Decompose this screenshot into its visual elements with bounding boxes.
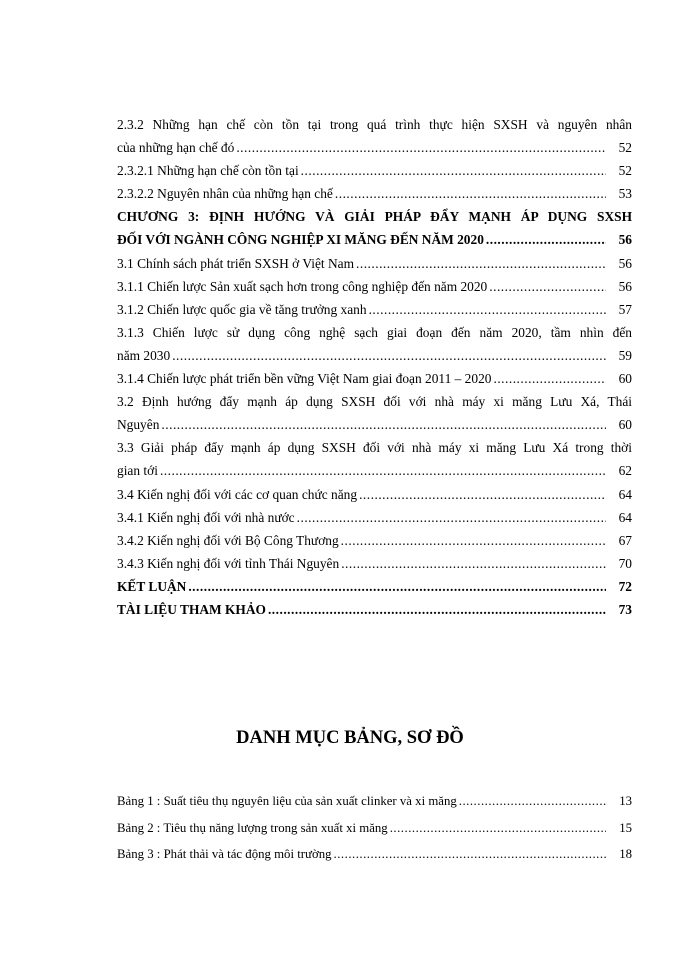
toc-entry-2-3-2-1[interactable]: [117, 159, 632, 182]
dot-leader: [297, 506, 606, 529]
toc-entry-3-1-1[interactable]: [117, 275, 632, 298]
toc-page-number: 64: [618, 509, 632, 525]
toc-entry-text: KẾT LUẬN: [117, 578, 187, 594]
toc-entry-text: CHƯƠNG 3: ĐỊNH HƯỚNG VÀ GIẢI PHÁP ĐẨY MẠNH ÁP DỤNG SXSH: [117, 209, 632, 225]
toc-page-number: 57: [618, 301, 632, 317]
toc-entry-conclusion[interactable]: [117, 575, 632, 598]
table-entry-text: Bảng 2 : Tiêu thụ năng lượng trong sản xuất xi măng: [117, 820, 388, 835]
toc-page-number: 52: [618, 163, 632, 179]
dot-leader: [301, 159, 606, 182]
dot-leader: [459, 788, 606, 815]
dot-leader: [236, 136, 606, 159]
toc-entry-text: 3.4 Kiến nghị đối với các cơ quan chức năng: [117, 486, 358, 502]
dot-leader: [489, 275, 606, 298]
toc-page-number: 56: [618, 232, 632, 248]
toc-entry-3-1-4[interactable]: [117, 367, 632, 390]
dot-leader: [341, 552, 606, 575]
toc-entry-references[interactable]: [117, 598, 632, 621]
dot-leader: [486, 228, 606, 251]
toc-entry-text: 3.1.1 Chiến lược Sản xuất sạch hơn trong công nghiệp đến năm 2020: [117, 278, 488, 294]
toc-entry-3-1-3[interactable]: [117, 321, 632, 367]
toc-entry-3-4-1[interactable]: [117, 506, 632, 529]
toc-page-number: 53: [618, 186, 632, 202]
toc-page-number: 64: [618, 486, 632, 502]
toc-page-number: 59: [618, 347, 632, 363]
toc-entry-2-3-2[interactable]: [117, 113, 632, 159]
table-entry-2[interactable]: [117, 815, 632, 842]
dot-leader: [390, 815, 606, 842]
toc-entry-text: gian tới: [117, 463, 158, 479]
dot-leader: [359, 483, 606, 506]
table-page-number: 18: [619, 847, 632, 861]
toc-entry-text: 3.1.4 Chiến lược phát triển bền vững Việt Nam giai đoạn 2011 – 2020: [117, 371, 492, 387]
list-of-tables: [117, 788, 632, 868]
toc-entry-text: 3.1.2 Chiến lược quốc gia về tăng trưởng xanh: [117, 301, 367, 317]
toc-entry-text: năm 2030: [117, 347, 171, 363]
dot-leader: [335, 182, 606, 205]
table-entry-text: Bảng 1 : Suất tiêu thụ nguyên liệu của sản xuất clinker và xi măng: [117, 794, 457, 808]
table-entry-1[interactable]: [117, 788, 632, 815]
toc-entry-text: TÀI LIỆU THAM KHẢO: [117, 601, 266, 617]
list-of-tables-title: DANH MỤC BẢNG, SƠ ĐỒ: [236, 728, 464, 748]
table-page-number: 15: [619, 820, 632, 835]
toc-entry-3-4[interactable]: [117, 483, 632, 506]
toc-page-number: 56: [618, 255, 632, 271]
toc-entry-3-1-2[interactable]: [117, 298, 632, 321]
toc-page-number: 62: [618, 463, 632, 479]
toc-page-number: 70: [618, 555, 632, 571]
dot-leader: [160, 459, 606, 482]
toc-entry-text: 3.4.3 Kiến nghị đối với tỉnh Thái Nguyên: [117, 555, 340, 571]
toc-page-number: 73: [618, 601, 632, 617]
toc-entry-text: 3.1.3 Chiến lược sử dụng công nghệ sạch giai đoạn đến năm 2020, tầm nhìn đến: [117, 324, 632, 340]
table-of-contents: [117, 113, 632, 621]
table-page-number: 13: [619, 794, 632, 808]
toc-entry-3-4-3[interactable]: [117, 552, 632, 575]
toc-entry-text: 3.4.2 Kiến nghị đối với Bộ Công Thương: [117, 532, 339, 548]
dot-leader: [341, 529, 606, 552]
dot-leader: [369, 298, 606, 321]
dot-leader: [188, 575, 606, 598]
dot-leader: [268, 598, 606, 621]
toc-entry-text: 3.4.1 Kiến nghị đối với nhà nước: [117, 509, 295, 525]
dot-leader: [334, 841, 606, 868]
toc-entry-chapter-3[interactable]: [117, 205, 632, 251]
toc-entry-text: 2.3.2.2 Nguyên nhân của những hạn chế: [117, 186, 333, 202]
dot-leader: [356, 252, 606, 275]
toc-page-number: 60: [618, 371, 632, 387]
toc-entry-3-4-2[interactable]: [117, 529, 632, 552]
toc-page-number: 72: [618, 578, 632, 594]
toc-entry-text: ĐỐI VỚI NGÀNH CÔNG NGHIỆP XI MĂNG ĐẾN NĂM 2020: [117, 232, 484, 248]
toc-page-number: 60: [618, 417, 632, 433]
toc-entry-text: 2.3.2.1 Những hạn chế còn tồn tại: [117, 163, 299, 179]
toc-entry-3-3[interactable]: [117, 436, 632, 482]
toc-entry-2-3-2-2[interactable]: [117, 182, 632, 205]
toc-page-number: 67: [618, 532, 632, 548]
toc-entry-text: của những hạn chế đó: [117, 140, 235, 156]
toc-entry-3-1[interactable]: [117, 252, 632, 275]
dot-leader: [161, 413, 606, 436]
table-entry-text: Bảng 3 : Phát thải và tác động môi trường: [117, 847, 332, 861]
toc-page-number: 52: [618, 140, 632, 156]
table-entry-3[interactable]: [117, 841, 632, 868]
toc-entry-text: 3.1 Chính sách phát triển SXSH ở Việt Nam: [117, 255, 354, 271]
toc-entry-text: 3.3 Giải pháp đẩy mạnh áp dụng SXSH đối với nhà máy xi măng Lưu Xá trong thời: [117, 440, 632, 456]
dot-leader: [493, 367, 606, 390]
toc-entry-3-2[interactable]: [117, 390, 632, 436]
toc-page-number: 56: [618, 278, 632, 294]
toc-entry-text: 3.2 Định hướng đẩy mạnh áp dụng SXSH đối với nhà máy xi măng Lưu Xá, Thái: [117, 394, 632, 410]
dot-leader: [172, 344, 606, 367]
toc-entry-text: Nguyên: [117, 417, 160, 433]
toc-entry-text: 2.3.2 Những hạn chế còn tồn tại trong quá trình thực hiện SXSH và nguyên nhân: [117, 117, 632, 132]
